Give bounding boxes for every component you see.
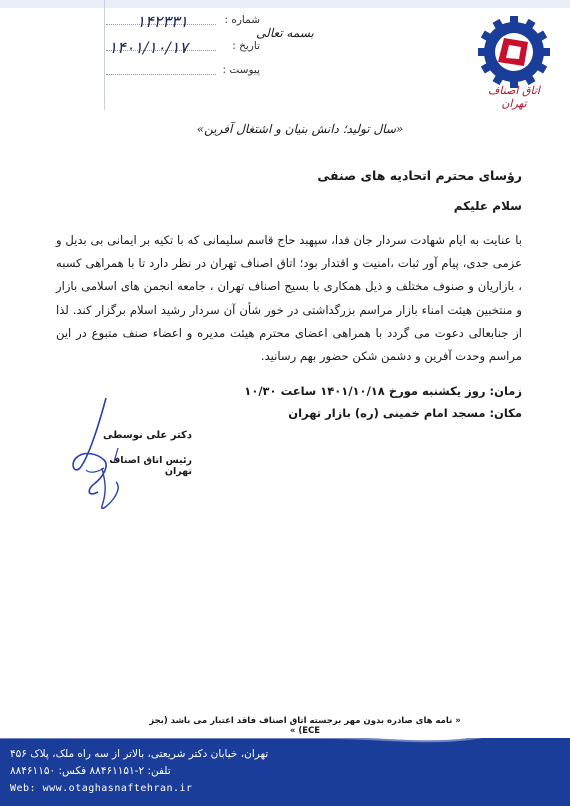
- meta-number-row: [30, 12, 260, 32]
- signatory-name: دکتر علی نوسطی: [103, 430, 192, 441]
- signature-block: [92, 430, 192, 477]
- recipient: رؤسای محترم اتحادیه های صنفی: [317, 168, 522, 183]
- letter-body: [56, 168, 522, 368]
- header-phrase: بسمه تعالی: [256, 26, 314, 40]
- number-value: ۱۴۲۳۳۱: [136, 12, 188, 31]
- top-band: [0, 0, 570, 8]
- date-value: ۱۴۰۱/۱۰/۱۷: [108, 38, 188, 57]
- year-slogan: «سال تولید؛ دانش بنیان و اشتغال آفرین»: [196, 122, 404, 136]
- footer-note: « نامه های صادره بدون مهر برجسته اتاق اصناف فاقد اعتبار می باشد (بجز ECE) »: [149, 716, 461, 736]
- number-label: شماره :: [224, 14, 260, 26]
- footer-contact: [10, 746, 300, 797]
- body-paragraph: با عنایت به ایام شهادت سردار جان فدا، سپهبد حاج قاسم سلیمانی که با تکیه بر ایمانی بی بدیل و عزمی جدی، پیام آور ثبات ،امنیت و اقتدار بود؛ اتاق اصناف تهران در نظر دارد تا با همراهی کسبه ، بازاریان و صنوف مختلف و ذیل همکاری با بسیج اصناف تهران ، جامعه انجمن های اسلامی بازار و منتخبین هیئت امناء بازار مراسم بزرگداشتی در خور شأن آن سردار رشید اسلام برگزار کند. لذا از جنابعالی دعوت می گردد با همراهی اعضای محترم هیئت مدیره و اعضاء صنف متبوع در این مراسم وحدت آفرین و دشمن شکن حضور بهم رسانید.: [56, 233, 522, 364]
- footer-address: تهران، خیابان دکتر شریعتی، بالاتر از سه راه ملک، پلاک ۴۵۶: [10, 748, 269, 760]
- logo-text: اتاق اصناف تهران: [488, 84, 540, 110]
- date-label: تاریخ :: [232, 40, 260, 52]
- letter-meta: [30, 10, 260, 80]
- meta-date-row: [30, 38, 260, 58]
- attachment-dots: [106, 74, 216, 75]
- signatory-title: رئیس اتاق اصناف تهران: [109, 455, 192, 477]
- event-time: زمان: روز یکشنبه مورخ ۱۴۰۱/۱۰/۱۸ ساعت ۱۰/۳۰: [244, 384, 522, 398]
- footer-web[interactable]: Web: www.otaghasnaftehran.ir: [10, 783, 193, 794]
- event-place: مکان: مسجد امام خمینی (ره) بازار تهران: [288, 406, 522, 420]
- greeting: سلام علیکم: [453, 199, 522, 213]
- meta-attachment-row: [30, 62, 260, 82]
- footer-phone: تلفن: ۲-۸۸۴۶۱۱۵۱ فکس: ۸۸۴۶۱۱۵۰: [10, 765, 171, 777]
- attachment-label: پیوست :: [222, 64, 260, 76]
